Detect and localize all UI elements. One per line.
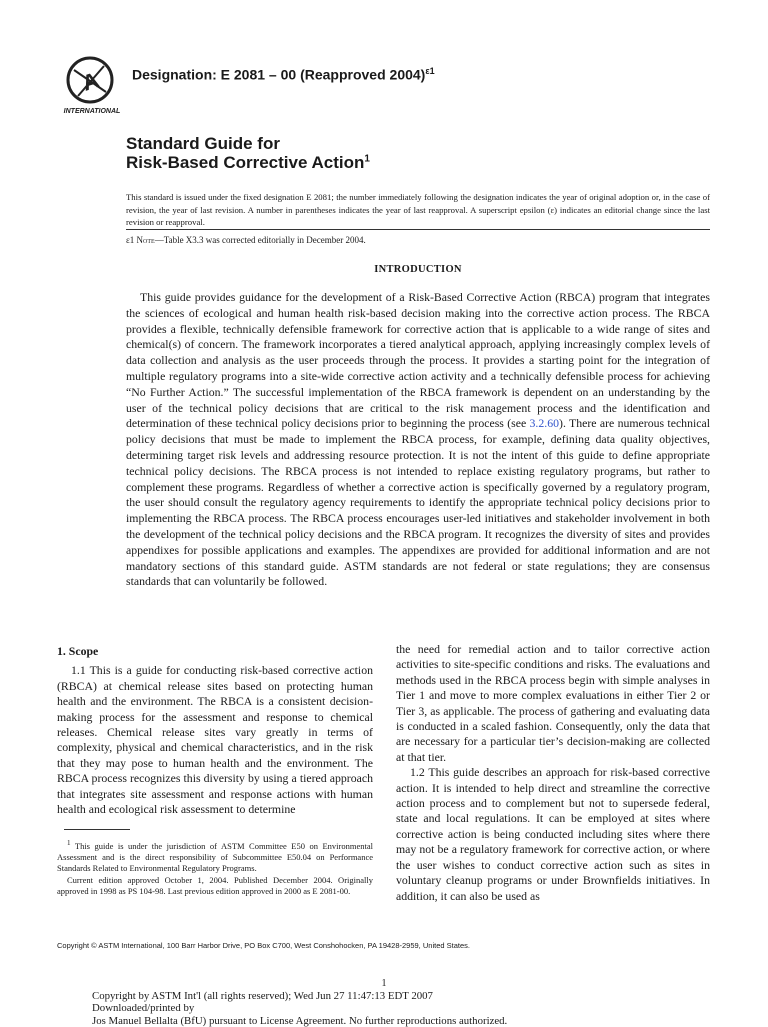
footnote	[57, 838, 373, 897]
note-label: Note	[136, 235, 155, 245]
right-column	[396, 642, 710, 904]
designation-superscript: ε1	[425, 66, 435, 76]
introduction-paragraph	[126, 290, 710, 590]
section-link[interactable]: 3.2.60	[529, 416, 560, 431]
footnote-marker: 1	[67, 839, 71, 847]
note-prefix: ε1	[126, 235, 135, 245]
designation	[132, 66, 435, 83]
scope-paragraph-1-1: 1.1 This is a guide for conducting risk-based corrective action (RBCA) at chemical release sites based on protecting human health and the environment. The RBCA is a consistent decision-making process for the assessment and response to chemical releases. Chemical release sites vary greatly in terms of complexity, physical and chemical characteristics, and in the risk that they may pose to human health and the environment. The RBCA process recognizes this diversity by using a tiered approach that integrates site assessment and response actions with human health and ecological risk assessment to determine	[57, 663, 373, 817]
note-text: —Table X3.3 was corrected editorially in December 2004.	[154, 235, 366, 245]
astm-logo-icon	[60, 52, 124, 116]
issued-statement: This standard is issued under the fixed designation E 2081; the number immediately following the designation indicates the year of original adoption or, in the case of revision, the year of last revision. A number in parentheses indicates the year of last reapproval. A superscript epsilon (ε) indicates an editorial change since the last revision or reapproval.	[126, 192, 710, 227]
page-number: 1	[381, 978, 387, 989]
title-line-1: Standard Guide for	[126, 134, 280, 153]
intro-text-2: ). There are numerous technical policy decisions that must be made to implement the RBCA process, for example, defining data quality objectives, determining target risk levels and addressing resource protection. It is not the intent of this guide to define appropriate technical policy decisions. The RBCA process is not intended to replace existing regulatory programs, but rather to complement these programs. Regardless of whether a corrective action is specifically governed by a regulatory program, the user should consult the regulatory agency requirements to identify the appropriate technical policy decisions prior to implementing the RBCA process. The RBCA process encourages user-led initiatives and stakeholder involvement in both the development of the technical policy decisions and the RBCA program. It recognizes the diversity of sites and provides appendixes for possible applications and examples. The appendixes are provided for additional information and are not mandatory sections of this standard guide. ASTM standards are not federal or state regulations; they are consensus standards that can voluntarily be followed.	[126, 416, 711, 589]
logo-text: INTERNATIONAL	[63, 108, 121, 115]
title-footnote-ref: 1	[364, 153, 370, 165]
download-watermark	[92, 990, 507, 1027]
footnote-text-1: This guide is under the jurisdiction of ASTM Committee E50 on Environmental Assessment and is the direct responsibility of Subcommittee E50.04 on Performance Standards Related to Environmental Regulatory Programs.	[57, 840, 373, 874]
scope-paragraph-1-2: 1.2 This guide describes an approach for risk-based corrective action. It is intended to help direct and streamline the corrective action process and to complement but not to supersede federal, state and local regulations. It can be employed at sites where corrective action is being conducted including sites where there may not be a regulatory framework for corrective action, or where the user wishes to conduct corrective action such as sites in voluntary cleanup programs or under Brownfields initiatives. In addition, it can also be used as	[396, 765, 710, 903]
copyright-line: Copyright © ASTM International, 100 Barr Harbor Drive, PO Box C700, West Conshohocken, PA 19428-2959, United States.	[57, 941, 470, 950]
intro-text-1: This guide provides guidance for the development of a Risk-Based Corrective Action (RBCA) program that integrates the sciences of ecological and human health risk-based decision making into the corrective action process. The RBCA provides a flexible, technically defensible framework for corrective action that is applicable to a wide range of sites and chemical(s) of concern. The framework incorporates a tiered analytical approach, applying increasingly complex levels of data collection and analysis as the user proceeds through the process. It provides a starting point for the integration of multiple regulatory programs into a site-wide corrective action activity and a technically defensible process for achieving “No Further Action.” The successful implementation of the RBCA framework is dependent on an understanding by the user of the technical policy decisions that are critical to the risk management process and the identification and determination of these technical policy decisions prior to beginning the process (see	[126, 290, 710, 431]
watermark-line-1: Copyright by ASTM Int'l (all rights reserved); Wed Jun 27 11:47:13 EDT 2007	[92, 990, 433, 1002]
scope-paragraph-1-1-cont: the need for remedial action and to tailor corrective action activities to site-specific conditions and risks. The evaluations and methods used in the RBCA process begin with simple analyses in Tier 1 and move to more complex evaluations in either Tier 2 or Tier 3, as applicable. The process of gathering and evaluating data is conducted in a scaled fashion. Consequently, only the data that are necessary for a particular tier’s decision-making are collected at that tier.	[396, 642, 710, 764]
title-line-2	[126, 153, 370, 173]
astm-logo	[60, 52, 124, 116]
introduction-heading: INTRODUCTION	[374, 264, 462, 275]
footnote-divider	[64, 829, 130, 830]
left-column	[57, 644, 373, 817]
header-divider	[126, 229, 710, 230]
title-text: Risk-Based Corrective Action	[126, 153, 365, 172]
watermark-line-2: Downloaded/printed by	[92, 1002, 195, 1015]
svg-text:A: A	[79, 67, 102, 96]
editorial-note	[126, 235, 366, 245]
designation-text: Designation: E 2081 – 00 (Reapproved 2004)	[132, 66, 426, 83]
watermark-line-3: Jos Manuel Bellalta (BfU) pursuant to License Agreement. No further reproductions authorized.	[92, 1014, 508, 1027]
footnote-paragraph-1	[57, 838, 373, 875]
scope-heading: 1. Scope	[57, 644, 99, 658]
footnote-paragraph-2: Current edition approved October 1, 2004. Published December 2004. Originally approved in 1998 as PS 104-98. Last previous edition approved in 2000 as E 2081-00.	[57, 874, 373, 897]
